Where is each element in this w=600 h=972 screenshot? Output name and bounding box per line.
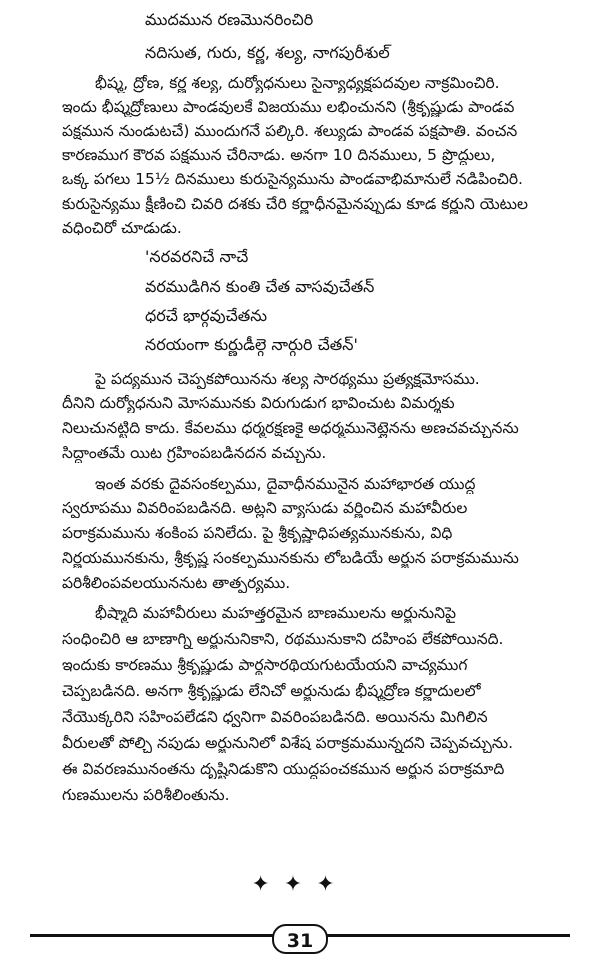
para4-line-1: భీష్మాది మహావీరులు మహత్తరమైన బాణములను అర్జునునిపై: [95, 604, 457, 622]
para4-line-5: నేయొక్కరిని సహింపలేడని ధ్వనిగా వివరింపబడినది. అయినను మిగిలిన: [62, 708, 488, 726]
para1-line-2: ఇందు భీష్మద్రోణులు పాండవులకే విజయము లభించునని (శ్రీకృష్ణుడు పాండవ: [62, 98, 515, 116]
para4-line-3: ఇందుకు కారణము శ్రీకృష్ణుడు పార్థసారథియగుటయేయని వాచ్యముగ: [62, 656, 468, 674]
para1-line-5: ఒక్క పగలు 15½ దినములు కురుసైన్యమును పాండవాభిమానులే నడిపించిరి.: [62, 170, 523, 188]
page-number: 31: [272, 924, 328, 954]
para1-line-6: కురుసైన్యము క్షీణించి చివరి దశకు చేరి కర్ణాధీనమైనప్పుడు కూడ కర్ణుని యెటుల: [62, 195, 528, 213]
verse2-line-1: 'నరవరనిచే నాచే: [145, 247, 249, 266]
verse1-line-1: ముదమున రణమొనరించిరి: [145, 10, 314, 29]
para1-line-1: భీష్మ, ద్రోణ, కర్ణ శల్య, దుర్యోధనులు సైన్యాధ్యక్షపదవుల నాక్రమించిరి.: [95, 74, 500, 92]
para4-line-7: ఈ వివరణమునంతను దృష్టినిడుకొని యుద్ధపంచకమున అర్జున పరాక్రమాది: [62, 760, 505, 778]
para1-line-4: కారణముగ కౌరవ పక్షమున చేరినాడు. అనగా 10 దినములు, 5 ప్రొద్దులు,: [62, 146, 496, 164]
para3-line-2: స్వరూపము వివరింపబడినది. అట్లని వ్యాసుడు వర్ణించిన మహావీరుల: [62, 499, 468, 517]
para2-line-3: నిలుచునట్టిది కాదు. కేవలము ధర్మరక్షణకై అధర్మమునెట్లైనను అణచవచ్చునను: [62, 419, 519, 437]
para4-line-8: గుణములను పరిశీలింతును.: [62, 786, 230, 804]
para3-line-5: పరిశీలింపవలయుననుట తాత్పర్యము.: [62, 574, 291, 592]
para3-line-4: నిర్ణయమునకును, శ్రీకృష్ణ సంకల్పమునకును లోబడియే అర్జున పరాక్రమమును: [62, 549, 519, 567]
section-end-ornament: ✦✦✦: [251, 872, 349, 897]
verse1-line-2: నదిసుత, గురు, కర్ణ, శల్య, నాగపురీశుల్: [145, 43, 390, 62]
para4-line-4: చెప్పబడినది. అనగా శ్రీకృష్ణుడు లేనిచో అర్జునుడు భీష్మద్రోణ కర్ణాదులలో: [62, 682, 481, 700]
verse2-line-3: ధరచే భార్గవుచేతను: [145, 306, 268, 325]
para4-line-6: వీరులతో పోల్చి నపుడు అర్జునునిలో విశేష పరాక్రమమున్నదని చెప్పవచ్చును.: [62, 734, 514, 752]
para2-line-2: దీనిని దుర్యోధనుని మోసమునకు విరుగుడుగ భావించుట విమర్శకు: [62, 394, 455, 412]
verse2-line-4: నరయంగా కుర్ణుడీల్గె నార్గురి చేతన్': [145, 335, 358, 354]
para4-line-2: సంధించిరి ఆ బాణాగ్ని అర్జునునికాని, రథమునుకాని దహింప లేకపోయినది.: [62, 630, 504, 648]
para1-line-7: వధించిరో చూడుడు.: [62, 219, 182, 237]
para1-line-3: పక్షమున నుండుటచే) ముందుగనే పల్కిరి. శల్యుడు పాండవ పక్షపాతి. వంచన: [62, 122, 518, 140]
para3-line-3: పరాక్రమమును శంకింప పనిలేదు. పై శ్రీకృష్ణాధిపత్యమునకును, విధి: [62, 524, 453, 542]
para2-line-1: పై పద్యమున చెప్పకపోయినను శల్య సారథ్యము ప్రత్యక్షమోసము.: [95, 370, 480, 388]
verse2-line-2: వరముడిగిన కుంతి చేత వాసవుచేతన్: [145, 277, 375, 296]
para3-line-1: ఇంత వరకు దైవసంకల్పము, దైవాధీనమునైన మహాభారత యుద్ధ: [95, 475, 476, 493]
para2-line-4: సిద్ధాంతమే యిట గ్రహింపబడినదన వచ్చును.: [62, 444, 327, 462]
